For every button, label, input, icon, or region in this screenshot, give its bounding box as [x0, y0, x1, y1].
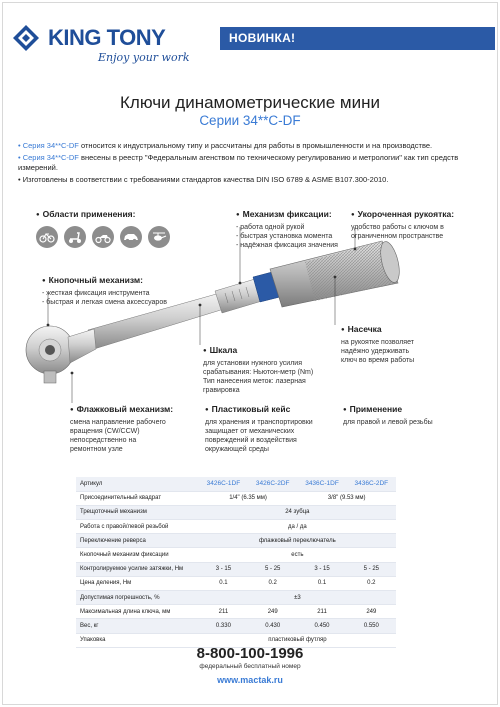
spec-value: флажковый переключатель	[199, 534, 396, 548]
spec-value: 249	[347, 605, 396, 619]
spec-value: 3 - 15	[297, 562, 346, 576]
intro-line: • Серия 34**C-DF внесены в реестр "Федеральным агенством по техническому регулированию и метрологии" как тип средств измерений.	[18, 152, 459, 172]
spec-table-body	[76, 477, 396, 647]
bicycle-icon	[36, 226, 58, 248]
spec-value: 249	[248, 605, 297, 619]
table-row	[76, 548, 396, 562]
table-row	[76, 505, 396, 519]
spec-label: Допустимая погрешность, %	[76, 591, 199, 605]
spec-value: 3/8" (9.53 мм)	[297, 491, 396, 505]
application-icons	[36, 226, 186, 248]
spec-value: 0.550	[347, 619, 396, 633]
spec-label: Переключение реверса	[76, 534, 199, 548]
spec-value: 0.430	[248, 619, 297, 633]
spec-value: 0.330	[199, 619, 248, 633]
feature-knurl: ● Насечка на рукоятке позволяет надёжно удерживать ключ во время работы	[341, 325, 451, 365]
feature-short-handle: ● Укороченная рукоятка: удобство работы с ключом в ограниченном пространстве	[351, 210, 491, 241]
table-row	[76, 591, 396, 605]
new-badge-label: НОВИНКА!	[229, 31, 296, 45]
table-row	[76, 605, 396, 619]
spec-value: ±3	[199, 591, 396, 605]
spec-label: Максимальная длина ключа, мм	[76, 605, 199, 619]
website-link[interactable]: www.mactak.ru	[217, 675, 283, 685]
brand-logo	[12, 22, 202, 68]
table-row	[76, 491, 396, 505]
spec-value: 5 - 25	[347, 562, 396, 576]
intro-text	[18, 141, 488, 186]
spec-value: есть	[199, 548, 396, 562]
feature-ratchet-button: ● Кнопочный механизм: - жесткая фиксация инструмента - быстрая и легкая смена аксессуаров	[42, 276, 192, 307]
spec-value: 0.2	[248, 576, 297, 590]
brand-name: KING TONY	[48, 25, 166, 50]
spec-label: Упаковка	[76, 633, 199, 647]
spec-value: 3 - 15	[199, 562, 248, 576]
feature-applications	[36, 210, 206, 223]
spec-value: 1/4" (6.35 мм)	[199, 491, 298, 505]
spec-value: 0.1	[297, 576, 346, 590]
spec-label: Кнопочный механизм фиксации	[76, 548, 199, 562]
table-row	[76, 619, 396, 633]
spec-value: 211	[199, 605, 248, 619]
feature-plastic-case: ● Пластиковый кейс для хранения и транспортировки защищает от механических повреждений и воздействия окружающей среды	[205, 405, 335, 454]
feature-lock-mechanism: ● Механизм фиксации: - работа одной рукой - быстрая установка момента - надёжная фиксация значения	[236, 210, 356, 250]
spec-table	[76, 477, 396, 648]
spec-label: Цена деления, Нм	[76, 576, 199, 590]
brand-tagline: Enjoy your work	[98, 51, 190, 64]
king-tony-logo-icon	[12, 24, 40, 52]
motorcycle-icon	[92, 226, 114, 248]
spec-label: Трещоточный механизм	[76, 505, 199, 519]
spec-value: 0.450	[297, 619, 346, 633]
feature-title: ● Области применения:	[36, 210, 206, 221]
intro-line: • Серия 34**C-DF относится к индустриальному типу и рассчитаны для работы в промышленности и на производстве.	[18, 141, 433, 150]
spec-label: Присоединительный квадрат	[76, 491, 199, 505]
page-title: Ключи динамометрические мини	[120, 93, 380, 112]
feature-flag-mechanism: ● Флажковый механизм: смена направление рабочего вращения (CW/CCW) непосредственно на ремонтном узле	[70, 405, 200, 454]
spec-value: 0.2	[347, 576, 396, 590]
table-row	[76, 520, 396, 534]
feature-usage: ● Применение для правой и левой резьбы	[343, 405, 473, 427]
table-row	[76, 576, 396, 590]
spec-value: 24 зубца	[199, 505, 396, 519]
phone-note: федеральный бесплатный номер	[199, 663, 301, 670]
spec-value: пластиковый футляр	[199, 633, 396, 647]
page-subtitle: Серии 34**C-DF	[199, 113, 301, 128]
spec-label: Контролируемое усилие затяжки, Нм	[76, 562, 199, 576]
car-icon	[120, 226, 142, 248]
feature-scale: ● Шкала для установки нужного усилия срабатывания: Ньютон-метр (Nm) Тип нанесения меток: лазерная гравировка	[203, 346, 333, 395]
table-row	[76, 534, 396, 548]
spec-value: 5 - 25	[248, 562, 297, 576]
spec-label: Вес, кг	[76, 619, 199, 633]
helicopter-icon	[148, 226, 170, 248]
intro-line: • Изготовлены в соответствии с требованиями стандартов качества DIN ISO 6789 & ASME B107.300-2010.	[18, 174, 389, 184]
spec-value: 0.1	[199, 576, 248, 590]
spec-header-row: Артикул 3426C-1DF 3426C-2DF 3436C-1DF 3436C-2DF	[76, 477, 396, 491]
spec-value: 211	[297, 605, 346, 619]
new-badge	[220, 27, 495, 50]
scooter-icon	[64, 226, 86, 248]
phone-number[interactable]: 8-800-100-1996	[196, 645, 304, 662]
table-row	[76, 562, 396, 576]
spec-value: да / да	[199, 520, 396, 534]
spec-label: Работа с правой/левой резьбой	[76, 520, 199, 534]
